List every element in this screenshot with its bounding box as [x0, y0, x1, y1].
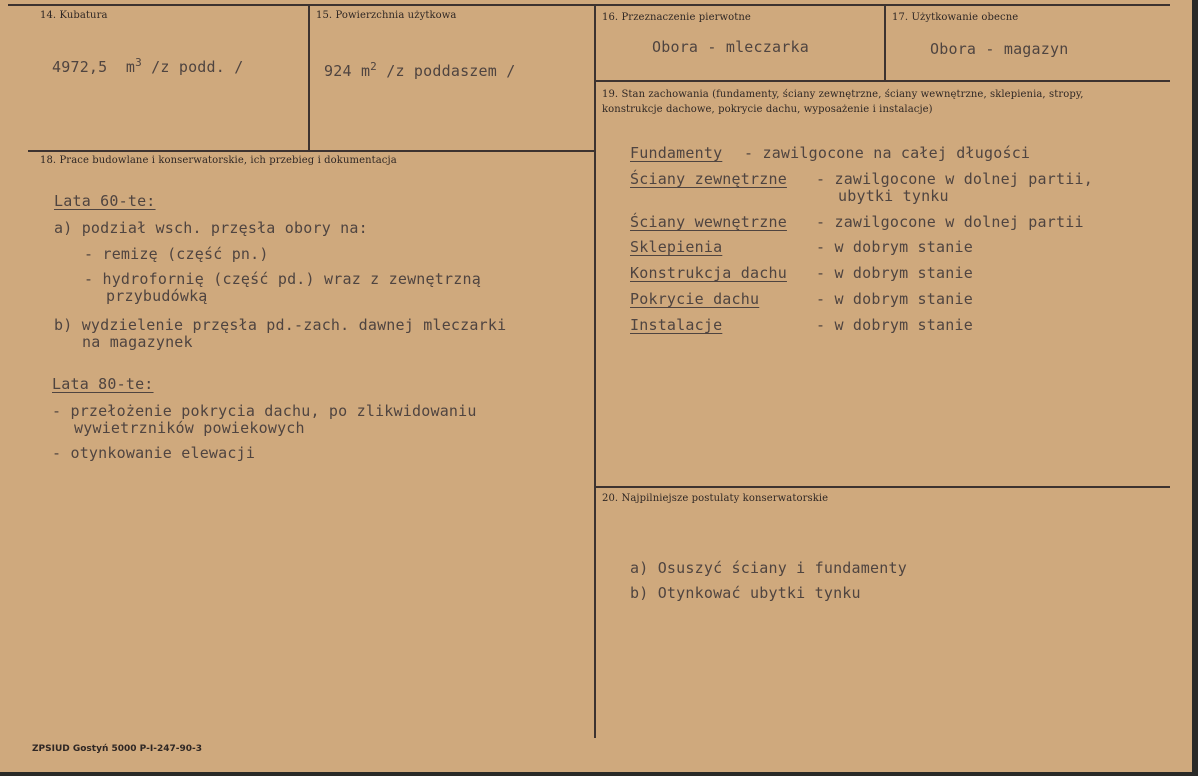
field-14-label: 14. Kubatura — [40, 10, 108, 21]
area-number: 924 — [324, 62, 352, 80]
volume-note: /z podd. / — [151, 58, 244, 76]
field-17-label: 17. Użytkowanie obecne — [892, 12, 1019, 23]
scan-edge-bottom — [0, 772, 1198, 776]
field-16-label: 16. Przeznaczenie pierwotne — [602, 12, 751, 23]
volume-number: 4972,5 — [52, 58, 108, 76]
f18-line: a) podział wsch. przęsła obory na: — [54, 219, 368, 237]
f18-line: wywietrzników powiekowych — [74, 419, 305, 437]
field-17-value: Obora - magazyn — [930, 40, 1069, 58]
scan-edge-right — [1192, 0, 1198, 776]
f19-state: - w dobrym stanie — [816, 238, 973, 256]
field-15-value — [324, 60, 515, 80]
f18-line: - hydrofornię (część pd.) wraz z zewnętrzną — [84, 270, 481, 288]
f18-line: przybudówką — [106, 287, 208, 305]
f19-name-sciany-zewnetrzne: Ściany zewnętrzne — [630, 170, 787, 188]
f18-line: - otynkowanie elewacji — [52, 444, 256, 462]
f18-line: b) wydzielenie przęsła pd.-zach. dawnej mleczarki — [54, 316, 507, 334]
f20-line: b) Otynkować ubytki tynku — [630, 584, 861, 602]
f19-name-sklepienia: Sklepienia — [630, 238, 723, 256]
f19-name-fundamenty: Fundamenty — [630, 144, 723, 162]
f18-line: - remizę (część pn.) — [84, 245, 269, 263]
area-unit: $m^2$ — [360, 60, 377, 80]
f18-heading-60s: Lata 60-te: — [54, 192, 156, 210]
field-16-value: Obora - mleczarka — [652, 38, 809, 56]
field-18-label: 18. Prace budowlane i konserwatorskie, ich przebieg i dokumentacja — [40, 155, 397, 166]
rule-f14-f15-bottom — [28, 150, 594, 152]
f19-name-instalacje: Instalacje — [630, 316, 723, 334]
field-19-label: 19. Stan zachowania (fundamenty, ściany zewnętrzne, ściany wewnętrzne, sklepienia, stropy, konstrukcje dachowe, pokrycie dachu, wyposażenie i instalacje) — [602, 89, 1084, 115]
f19-state: - zawilgocone w dolnej partii — [816, 213, 1084, 231]
rule-f16-f17-bottom — [596, 80, 1170, 82]
f19-state: - zawilgocone na całej długości — [744, 144, 1031, 162]
f18-line: na magazynek — [82, 333, 193, 351]
f19-name-konstrukcja-dachu: Konstrukcja dachu — [630, 264, 787, 282]
f19-state: - w dobrym stanie — [816, 264, 973, 282]
f19-name-sciany-wewnetrzne: Ściany wewnętrzne — [630, 213, 787, 231]
f20-line: a) Osuszyć ściany i fundamenty — [630, 559, 907, 577]
f19-name-pokrycie-dachu: Pokrycie dachu — [630, 290, 760, 308]
f19-state: ubytki tynku — [838, 187, 949, 205]
field-14-value — [52, 56, 243, 76]
f19-state: - w dobrym stanie — [816, 316, 973, 334]
volume-unit: $m^3$ — [125, 56, 142, 76]
rule-f19-bottom — [596, 486, 1170, 488]
f18-heading-80s: Lata 80-te: — [52, 375, 154, 393]
rule-main-divider — [594, 4, 596, 738]
f18-line: - przełożenie pokrycia dachu, po zlikwidowaniu — [52, 402, 477, 420]
top-rule — [8, 4, 1170, 6]
print-footer: ZPSIUD Gostyń 5000 P-I-247-90-3 — [32, 744, 202, 754]
field-15-label: 15. Powierzchnia użytkowa — [316, 10, 457, 21]
f19-state: - w dobrym stanie — [816, 290, 973, 308]
field-20-label: 20. Najpilniejsze postulaty konserwatorskie — [602, 493, 829, 504]
area-note: /z poddaszem / — [386, 62, 516, 80]
f19-state: - zawilgocone w dolnej partii, — [816, 170, 1093, 188]
rule-f16-f17-divider — [884, 4, 886, 80]
rule-f14-f15-divider — [308, 4, 310, 152]
